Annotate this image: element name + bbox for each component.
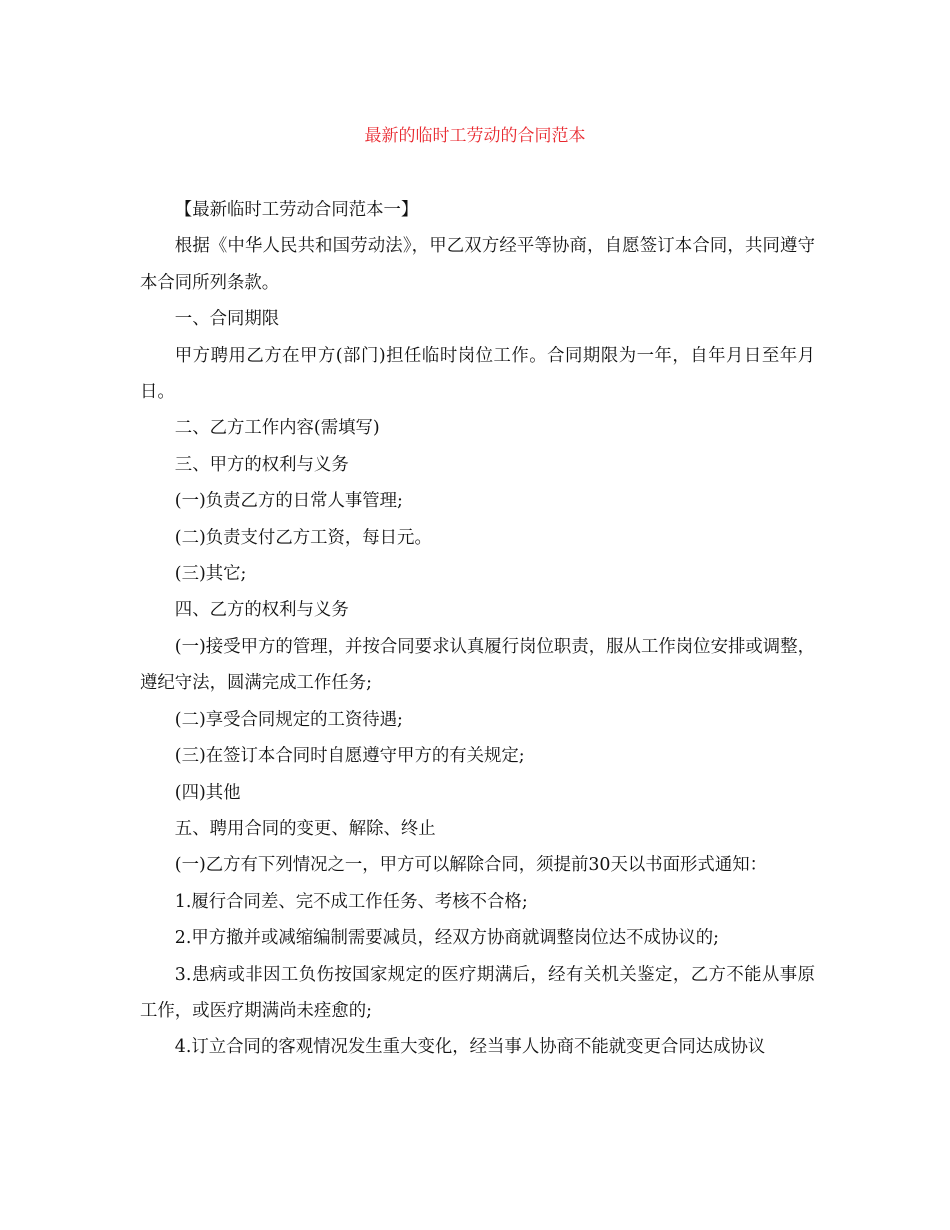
clause-item: (一)负责乙方的日常人事管理; <box>174 491 403 512</box>
clause-item: (四)其他 <box>174 782 241 803</box>
clause-item: (三)其它; <box>174 564 247 585</box>
clause-item: (一)乙方有下列情况之一，甲方可以解除合同，须提前30天以书面形式通知： <box>174 855 767 876</box>
paragraph: 甲方聘用乙方在甲方(部门)担任临时岗位工作。合同期限为一年，自年月日至年月日。 <box>140 345 815 403</box>
document-title: 最新的临时工劳动的合同范本 <box>364 126 586 146</box>
clause-subitem: 3.患病或非因工负伤按国家规定的医疗期满后，经有关机关鉴定，乙方不能从事原工作，或医疗期满尚未痊愈的; <box>140 964 815 1021</box>
clause-item: (二)负责支付乙方工资，每日元。 <box>174 527 432 548</box>
clause-heading: 二、乙方工作内容(需填写) <box>174 418 380 439</box>
paragraph: 根据《中华人民共和国劳动法》，甲乙双方经平等协商，自愿签订本合同，共同遵守本合同所列条款。 <box>140 236 815 293</box>
clause-subitem: 4.订立合同的客观情况发生重大变化，经当事人协商不能就变更合同达成协议 <box>174 1037 766 1058</box>
clause-item: (二)享受合同规定的工资待遇; <box>174 709 403 730</box>
clause-subitem: 1.履行合同差、完不成工作任务、考核不合格; <box>174 891 528 912</box>
document-body <box>140 192 815 1066</box>
clause-heading: 三、甲方的权利与义务 <box>174 454 349 475</box>
section-heading: 【最新临时工劳动合同范本一】 <box>174 200 419 220</box>
clause-subitem: 2.甲方撤并或减缩编制需要减员，经双方协商就调整岗位达不成协议的; <box>174 928 719 949</box>
clause-item: (三)在签订本合同时自愿遵守甲方的有关规定; <box>174 746 525 767</box>
clause-item: (一)接受甲方的管理，并按合同要求认真履行岗位职责，服从工作岗位安排或调整，遵纪守法，圆满完成工作任务; <box>140 636 815 694</box>
clause-heading: 四、乙方的权利与义务 <box>174 600 349 621</box>
clause-heading: 五、聘用合同的变更、解除、终止 <box>174 818 436 839</box>
clause-heading: 一、合同期限 <box>174 309 280 330</box>
